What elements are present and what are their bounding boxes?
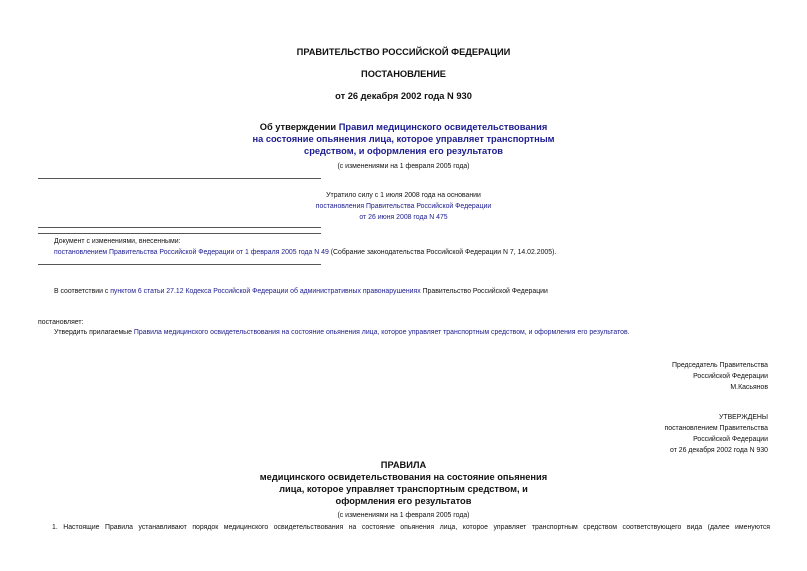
approve-paragraph [54, 329, 630, 336]
document-title [0, 121, 807, 157]
rules-title: ПРАВИЛА [380, 460, 427, 470]
approved-line2: постановлением Правительства [664, 425, 768, 432]
approved-line1: УТВЕРЖДЕНЫ [719, 414, 768, 421]
title-prefix: Об утверждении [259, 122, 339, 132]
divider [38, 264, 321, 265]
rules-amendments: (с изменениями на 1 февраля 2005 года) [337, 512, 470, 519]
title-link-line2[interactable]: на состояние опьянения лица, которое управляет транспортным [252, 134, 555, 144]
document-date-number: от 26 декабря 2002 года N 930 [335, 91, 472, 101]
status-link-line1[interactable]: постановления Правительства Российской Федерации [315, 203, 492, 210]
divider [38, 233, 321, 234]
changes-intro: Документ с изменениями, внесенными: [54, 238, 181, 245]
approved-line3: Российской Федерации [693, 436, 768, 443]
rules-point-1: 1. Настоящие Правила устанавливают порядок медицинского освидетельствования на состояние опьянения лица, которое управляет транспортным средством соответствующего вида (далее именуются [52, 524, 770, 531]
divider [38, 178, 321, 179]
basis-suffix: Правительство Российской Федерации [420, 288, 548, 295]
title-link-line3[interactable]: средством, и оформления его результатов [304, 146, 503, 156]
basis-link[interactable]: пунктом 6 статьи 27.12 Кодекса Российской Федерации об административных правонарушениях [110, 288, 421, 295]
status-line: Утратило силу с 1 июля 2008 года на основании [326, 192, 481, 199]
rules-subtitle-line2: лица, которое управляет транспортным средством, и [279, 484, 528, 494]
signature-line2: Российской Федерации [693, 373, 768, 380]
basis-paragraph [54, 288, 548, 295]
government-heading: ПРАВИТЕЛЬСТВО РОССИЙСКОЙ ФЕДЕРАЦИИ [296, 47, 511, 57]
document-type: ПОСТАНОВЛЕНИЕ [361, 69, 446, 79]
approved-line4: от 26 декабря 2002 года N 930 [670, 447, 768, 454]
approved-block [400, 412, 768, 456]
changes-line [54, 249, 556, 256]
basis-prefix: В соответствии с [54, 288, 111, 295]
status-block [0, 190, 807, 223]
changes-suffix: (Собрание законодательства Российской Федерации N 7, 14.02.2005). [328, 249, 557, 256]
divider [38, 227, 321, 228]
approve-prefix: Утвердить прилагаемые [54, 329, 134, 336]
status-link-line2[interactable]: от 26 июня 2008 года N 475 [359, 214, 448, 221]
changes-link[interactable]: постановлением Правительства Российской Федерации от 1 февраля 2005 года N 49 [54, 249, 329, 256]
approve-suffix: . [627, 329, 630, 336]
rules-subtitle [0, 471, 807, 507]
resolves-text: постановляет: [38, 319, 84, 326]
approve-link[interactable]: Правила медицинского освидетельствования на состояние опьянения лица, которое управляет транспортным средством, и оформления его результатов [133, 329, 628, 336]
amendments-note: (с изменениями на 1 февраля 2005 года) [337, 163, 470, 170]
title-link-line1[interactable]: Правил медицинского освидетельствования [338, 122, 548, 132]
signature-line1: Председатель Правительства [672, 362, 768, 369]
rules-subtitle-line1: медицинского освидетельствования на состояние опьянения [259, 472, 548, 482]
rules-subtitle-line3: оформления его результатов [335, 496, 472, 506]
signature-block [400, 360, 768, 393]
signature-name: М.Касьянов [730, 384, 768, 391]
